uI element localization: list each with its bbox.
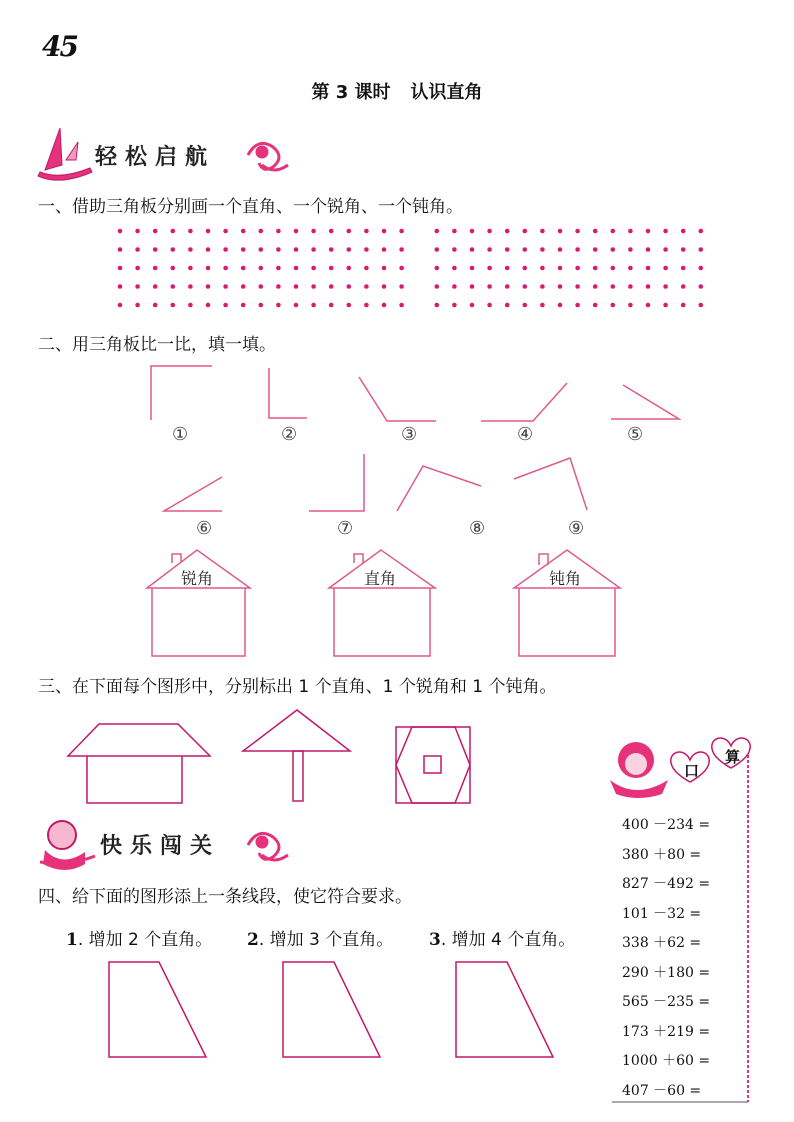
grid-dot xyxy=(558,284,563,289)
grid-dot xyxy=(118,284,123,289)
grid-dot xyxy=(241,229,246,234)
grid-dot xyxy=(505,247,510,252)
grid-dot xyxy=(611,303,616,308)
grid-dot xyxy=(276,229,281,234)
kid-icon xyxy=(40,821,95,870)
grid-dot xyxy=(487,229,492,234)
grid-dot xyxy=(347,229,352,234)
calc-item: 101 －32 = xyxy=(622,905,702,922)
grid-dot xyxy=(135,284,140,289)
grid-dot xyxy=(628,266,633,271)
grid-dot xyxy=(347,303,352,308)
grid-dot xyxy=(276,266,281,271)
grid-dot xyxy=(611,247,616,252)
grid-dot xyxy=(575,303,580,308)
calc-item: 1000 ＋60 = xyxy=(622,1053,711,1069)
grid-dot xyxy=(663,284,668,289)
grid-dot xyxy=(435,284,440,289)
grid-dot xyxy=(382,229,387,234)
calc-item: 400 －234 = xyxy=(622,817,711,833)
grid-dot xyxy=(628,284,633,289)
grid-dot xyxy=(628,303,633,308)
grid-dot xyxy=(294,303,299,308)
grid-dot xyxy=(505,284,510,289)
grid-dot xyxy=(487,284,492,289)
grid-dot xyxy=(382,303,387,308)
grid-dot xyxy=(171,229,176,234)
grid-dot xyxy=(646,229,651,234)
grid-dot xyxy=(206,284,211,289)
grid-dot xyxy=(311,284,316,289)
grid-dot xyxy=(171,247,176,252)
grid-dot xyxy=(188,266,193,271)
grid-dot xyxy=(558,303,563,308)
grid-dot xyxy=(153,229,158,234)
grid-dot xyxy=(329,266,334,271)
grid-dot xyxy=(171,303,176,308)
grid-dot xyxy=(153,247,158,252)
grid-dot xyxy=(364,266,369,271)
grid-dot xyxy=(223,303,228,308)
grid-dot xyxy=(558,229,563,234)
angle-label-5: ⑤ xyxy=(627,424,644,445)
grid-dot xyxy=(628,247,633,252)
grid-dot xyxy=(241,284,246,289)
grid-dot xyxy=(646,284,651,289)
angle-label-8: ⑧ xyxy=(469,518,486,539)
grid-dot xyxy=(646,247,651,252)
trapezoid-2 xyxy=(283,962,380,1057)
grid-dot xyxy=(364,303,369,308)
grid-dot xyxy=(259,247,264,252)
grid-dot xyxy=(206,229,211,234)
shape-house xyxy=(68,724,210,803)
grid-dot xyxy=(135,229,140,234)
grid-dot xyxy=(135,266,140,271)
q4-sub-2: 2. 增加 3 个直角。 xyxy=(247,930,394,950)
grid-dot xyxy=(259,266,264,271)
angle-label-1: ① xyxy=(172,424,189,445)
angle-label-4: ④ xyxy=(517,424,534,445)
grid-dot xyxy=(435,229,440,234)
grid-dot xyxy=(206,303,211,308)
grid-dot xyxy=(523,266,528,271)
angle-label-6: ⑥ xyxy=(196,518,213,539)
house-label-obtuse: 钝角 xyxy=(549,569,582,588)
grid-dot xyxy=(523,247,528,252)
grid-dot xyxy=(646,303,651,308)
grid-dot xyxy=(470,266,475,271)
grid-dot xyxy=(575,247,580,252)
grid-dot xyxy=(523,303,528,308)
question-4: 四、给下面的图形添上一条线段，使它符合要求。 xyxy=(38,887,412,907)
grid-dot xyxy=(575,229,580,234)
grid-dot xyxy=(223,229,228,234)
calc-item: 173 ＋219 = xyxy=(622,1023,711,1040)
grid-dot xyxy=(118,303,123,308)
grid-dot xyxy=(294,266,299,271)
grid-dot xyxy=(276,247,281,252)
mental-math-list xyxy=(622,814,710,1109)
angle-1 xyxy=(151,366,212,420)
grid-dot xyxy=(487,247,492,252)
grid-dot xyxy=(435,247,440,252)
grid-dot xyxy=(118,229,123,234)
grid-dot xyxy=(347,266,352,271)
question-2: 二、用三角板比一比，填一填。 xyxy=(38,335,276,355)
grid-dot xyxy=(452,247,457,252)
grid-dot xyxy=(540,284,545,289)
grid-dot xyxy=(681,229,686,234)
grid-dot xyxy=(223,247,228,252)
grid-dot xyxy=(188,229,193,234)
q4-sub-1: 1. 增加 2 个直角。 xyxy=(66,930,213,950)
grid-dot xyxy=(188,303,193,308)
grid-dot xyxy=(505,266,510,271)
grid-dot xyxy=(206,266,211,271)
grid-dot xyxy=(663,247,668,252)
angle-8 xyxy=(397,466,481,511)
q3-shapes xyxy=(68,710,470,803)
grid-dot xyxy=(347,247,352,252)
banner-section1: 轻松启航 xyxy=(95,145,216,170)
grid-dot xyxy=(435,266,440,271)
angle-2 xyxy=(269,368,307,418)
grid-dot xyxy=(311,247,316,252)
swirl-icon xyxy=(248,143,288,170)
grid-dot xyxy=(540,266,545,271)
grid-dot xyxy=(347,284,352,289)
grid-dot xyxy=(611,284,616,289)
grid-dot xyxy=(276,303,281,308)
grid-dot xyxy=(699,229,704,234)
grid-dot xyxy=(593,229,598,234)
trapezoid-1 xyxy=(109,962,206,1057)
grid-dot xyxy=(681,247,686,252)
grid-dot xyxy=(435,303,440,308)
grid-dot xyxy=(611,266,616,271)
grid-dot xyxy=(593,303,598,308)
trapezoid-3 xyxy=(456,962,553,1057)
grid-dot xyxy=(153,266,158,271)
calc-item: 565 －235 = xyxy=(622,994,711,1010)
grid-dot xyxy=(540,229,545,234)
grid-dot xyxy=(470,247,475,252)
grid-dot xyxy=(364,247,369,252)
angle-3 xyxy=(359,377,436,421)
grid-dot xyxy=(523,229,528,234)
grid-dot xyxy=(294,284,299,289)
shape-umbrella xyxy=(243,710,350,801)
grid-dot xyxy=(329,284,334,289)
grid-dot xyxy=(118,266,123,271)
grid-dot xyxy=(188,284,193,289)
grid-dot xyxy=(276,284,281,289)
grid-dot xyxy=(452,266,457,271)
grid-dot xyxy=(452,229,457,234)
angle-5 xyxy=(611,385,679,419)
grid-dot xyxy=(135,303,140,308)
angle-4 xyxy=(481,383,567,421)
angle-9 xyxy=(514,458,587,510)
grid-dot xyxy=(628,229,633,234)
sailboat-icon xyxy=(38,128,92,180)
grid-dot xyxy=(681,284,686,289)
grid-dot xyxy=(699,247,704,252)
grid-dot xyxy=(452,303,457,308)
angle-label-2: ② xyxy=(281,424,298,445)
grid-dot xyxy=(259,303,264,308)
grid-dot xyxy=(452,284,457,289)
grid-dot xyxy=(699,266,704,271)
heart-label-suan: 算 xyxy=(725,748,741,766)
grid-dot xyxy=(364,229,369,234)
q4-shapes xyxy=(109,962,553,1057)
grid-dot xyxy=(241,266,246,271)
grid-dot xyxy=(487,266,492,271)
question-1: 一、借助三角板分别画一个直角、一个锐角、一个钝角。 xyxy=(38,197,463,217)
grid-dot xyxy=(505,229,510,234)
grid-dot xyxy=(470,284,475,289)
grid-dot xyxy=(399,229,404,234)
angle-label-7: ⑦ xyxy=(337,518,354,539)
angle-label-9: ⑨ xyxy=(568,518,585,539)
grid-dot xyxy=(593,247,598,252)
grid-dot xyxy=(329,229,334,234)
grid-dot xyxy=(611,229,616,234)
grid-dot xyxy=(382,266,387,271)
angle-label-3: ③ xyxy=(401,424,418,445)
grid-dot xyxy=(699,284,704,289)
angle-7 xyxy=(309,454,364,511)
grid-dot xyxy=(399,247,404,252)
grid-dot xyxy=(382,284,387,289)
grid-dot xyxy=(399,284,404,289)
grid-dot xyxy=(699,303,704,308)
grid-dot xyxy=(259,229,264,234)
calc-item: 827 －492 = xyxy=(622,876,711,892)
grid-dot xyxy=(311,229,316,234)
grid-dot xyxy=(558,247,563,252)
calc-item: 407 －60 = xyxy=(622,1082,702,1099)
house-label-right: 直角 xyxy=(364,569,397,588)
grid-dot xyxy=(223,266,228,271)
dot-grid xyxy=(118,229,703,308)
grid-dot xyxy=(470,303,475,308)
house-label-acute: 锐角 xyxy=(181,569,214,588)
swirl-icon-2 xyxy=(248,833,288,860)
grid-dot xyxy=(241,303,246,308)
grid-dot xyxy=(135,247,140,252)
lesson-topic: 认识直角 xyxy=(410,82,483,103)
grid-dot xyxy=(505,303,510,308)
angle-6 xyxy=(164,477,222,511)
grid-dot xyxy=(681,303,686,308)
banner-section2: 快乐闯关 xyxy=(100,834,221,859)
grid-dot xyxy=(206,247,211,252)
calc-item: 380 ＋80 = xyxy=(622,846,702,863)
grid-dot xyxy=(171,266,176,271)
grid-dot xyxy=(593,284,598,289)
grid-dot xyxy=(153,284,158,289)
grid-dot xyxy=(593,266,598,271)
grid-dot xyxy=(382,247,387,252)
grid-dot xyxy=(663,303,668,308)
grid-dot xyxy=(241,247,246,252)
grid-dot xyxy=(223,284,228,289)
grid-dot xyxy=(294,247,299,252)
grid-dot xyxy=(663,266,668,271)
grid-dot xyxy=(188,247,193,252)
grid-dot xyxy=(575,266,580,271)
lesson-number: 第 3 课时 xyxy=(311,82,391,103)
grid-dot xyxy=(681,266,686,271)
grid-dot xyxy=(399,303,404,308)
grid-dot xyxy=(487,303,492,308)
grid-dot xyxy=(470,229,475,234)
grid-dot xyxy=(118,247,123,252)
grid-dot xyxy=(311,266,316,271)
question-3: 三、在下面每个图形中，分别标出 1 个直角、1 个锐角和 1 个钝角。 xyxy=(38,677,557,697)
grid-dot xyxy=(153,303,158,308)
grid-dot xyxy=(575,284,580,289)
grid-dot xyxy=(311,303,316,308)
calc-item: 290 ＋180 = xyxy=(622,964,711,981)
grid-dot xyxy=(329,303,334,308)
grid-dot xyxy=(540,303,545,308)
grid-dot xyxy=(364,284,369,289)
grid-dot xyxy=(646,266,651,271)
grid-dot xyxy=(663,229,668,234)
shape-square-hexagon xyxy=(396,727,470,803)
page-number: 45 xyxy=(42,30,77,63)
grid-dot xyxy=(540,247,545,252)
grid-dot xyxy=(329,247,334,252)
grid-dot xyxy=(294,229,299,234)
calc-item: 338 ＋62 = xyxy=(622,935,702,951)
q4-sub-3: 3. 增加 4 个直角。 xyxy=(429,930,576,950)
grid-dot xyxy=(399,266,404,271)
grid-dot xyxy=(523,284,528,289)
grid-dot xyxy=(259,284,264,289)
heart-label-kou: 口 xyxy=(684,762,700,780)
grid-dot xyxy=(171,284,176,289)
grid-dot xyxy=(558,266,563,271)
